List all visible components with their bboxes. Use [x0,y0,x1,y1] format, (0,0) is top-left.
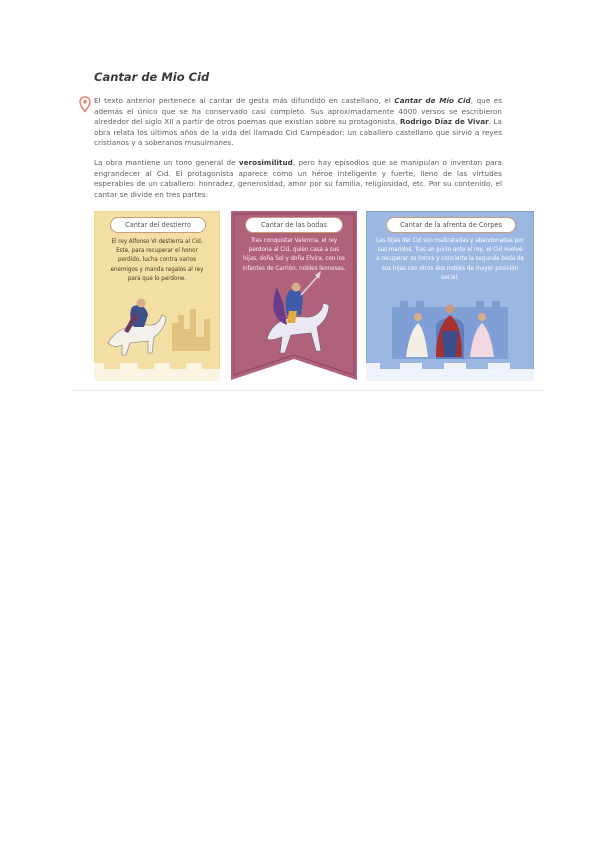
intro-text-c: . La obra relata los últimos años de la vida del llamado Cid Campeador: un caballero castellano que sirvió a reyes cristianos y a soberanos musulmanes. [94,117,502,148]
panel-bodas-text: Tras conquistar Valencia, el rey perdona al Cid, quien casa a sus hijas, doña Sol y doña Elvira, con los infantes de Carrión, nobles leoneses. [242,237,346,272]
panel-bodas [231,211,357,381]
panel-corpes [366,211,534,381]
structure-paragraph [94,158,502,200]
panel-destierro-heading: Cantar del destierro [110,217,206,233]
intro-paragraph [94,96,502,149]
protagonist-name: Rodrigo Díaz de Vivar [399,117,489,127]
map-pin-icon [79,96,91,113]
structure-text-b: , pero hay episodios que se manipulan o inventan para engrandecer al Cid. El protagonista aparece como un héroe inteligente y fuerte, lleno de las virtudes esperables de un caballero: honradez, generosidad, amor por su familia, religiosidad, etc. Por su contenido, el cantar se divide en tres partes: [94,158,502,199]
structure-text-a: La obra mantiene un tono general de [94,158,239,167]
panel-corpes-heading: Cantar de la afrenta de Corpes [386,217,516,233]
panel-destierro [94,211,220,381]
intro-text-a: El texto anterior pertenece al cantar de gesta más difundido en castellano, el [94,96,395,105]
page-divider [72,390,544,391]
verosimilitud-term: verosimilitud [238,158,293,167]
intro-text-b: , que es además el único que se ha conservado casi completo. Sus aproximadamente 4000 versos se escribieron alrededor del siglo XII a partir de otros poemas que existían sobre su protagonista, [94,96,503,127]
panel-corpes-text: Las hijas del Cid son maltratadas y abandonadas por sus maridos. Tras un juicio ante el rey, el Cid vuelve a recuperar su honra y concierta la segunda boda de sus hijas con otros dos nobles de mayor posición social. [376,237,524,281]
section-title: Cantar de Mio Cid [94,70,210,84]
panel-destierro-text: El rey Alfonso VI destierra al Cid. Este, para recuperar el honor perdido, lucha contra varios enemigos y manda regalos al rey para que lo perdone. [110,238,204,282]
panel-bodas-heading: Cantar de las bodas [245,217,343,233]
work-title-italic: Cantar de Mio Cid [394,96,471,105]
